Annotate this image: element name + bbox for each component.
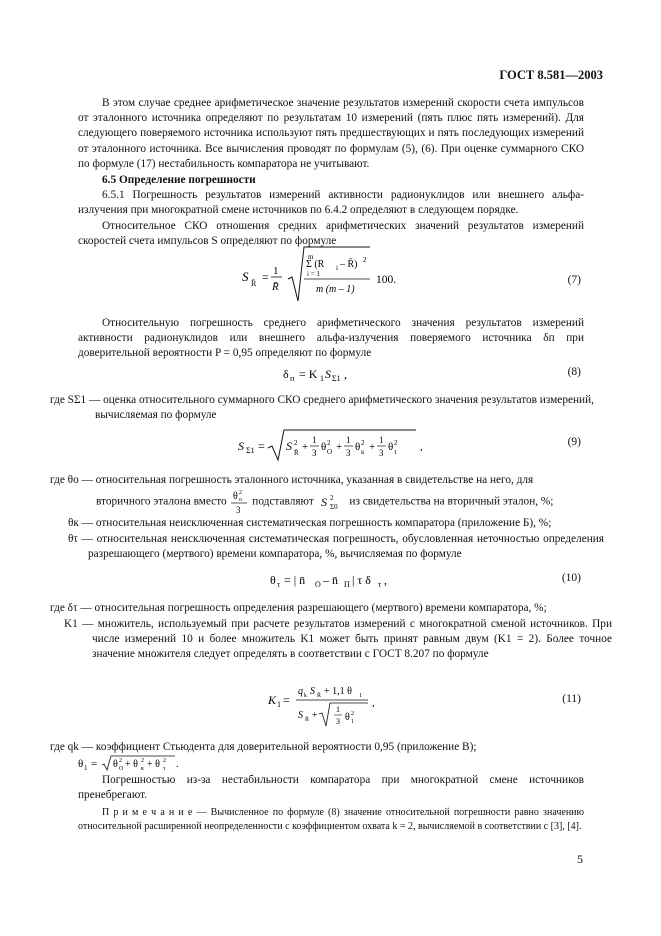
where-theta-o-text-b: вторичного эталона вместо	[96, 495, 227, 508]
where-theta-o-line2	[96, 488, 596, 516]
where-s-sigma-text: где SΣ1 — оценка относительного суммарного СКО среднего арифметического значения результатов измерений, вычисляемая по формуле	[50, 394, 594, 422]
page-number: 5	[577, 852, 583, 866]
svg-text:=: =	[258, 439, 265, 453]
svg-text:i = 1: i = 1	[307, 270, 320, 278]
svg-text:+ 1,1 θ: + 1,1 θ	[324, 686, 352, 697]
svg-text:m: m	[308, 253, 314, 261]
svg-text:θ: θ	[388, 441, 394, 453]
svg-text:2: 2	[361, 439, 365, 447]
svg-text:3: 3	[336, 717, 340, 726]
where-s-sigma	[50, 393, 594, 423]
where-theta-o-line1: где θо — относительная погрешность эталонного источника, указанная в свидетельстве на него, для	[50, 474, 534, 486]
svg-text:Σ1: Σ1	[246, 446, 255, 455]
svg-text:+: +	[312, 710, 318, 721]
svg-text:δ: δ	[283, 367, 289, 381]
s-sigma0-symbol	[317, 492, 347, 512]
formula-7-graphic	[240, 243, 440, 305]
svg-text:П: П	[344, 580, 350, 589]
svg-text:θ: θ	[78, 758, 84, 770]
svg-text:О: О	[119, 766, 124, 772]
svg-text:2: 2	[351, 711, 354, 717]
svg-text:1: 1	[359, 693, 362, 699]
svg-text:θ: θ	[113, 759, 118, 770]
svg-text:+: +	[369, 441, 376, 453]
document-header: ГОСТ 8.581—2003	[499, 68, 603, 82]
svg-text:S: S	[298, 710, 303, 721]
where-theta-o-text-c: подставляют	[252, 495, 314, 508]
formula-10	[270, 570, 400, 594]
where-theta-tau: θτ — относительная неисключенная систематическая погрешность, обусловленная неточностью определения разрешающего (мертвого) времени компаратора, %, вычисляемая по формуле	[68, 533, 604, 561]
svg-text:θ: θ	[233, 491, 239, 502]
svg-text:τ: τ	[394, 448, 397, 456]
svg-text:=: =	[283, 693, 290, 707]
svg-text:τ: τ	[277, 580, 281, 589]
svg-text:Σ (R: Σ (R	[306, 259, 325, 270]
formula-11-graphic	[268, 680, 388, 728]
svg-text:3: 3	[379, 448, 384, 458]
svg-text:1: 1	[336, 705, 340, 714]
svg-text:=: =	[91, 758, 98, 770]
svg-text:R̄: R̄	[294, 449, 299, 457]
where-qk: где qk — коэффициент Стьюдента для доверительной вероятности 0,95 (приложение В);	[50, 741, 477, 753]
svg-text:О: О	[315, 580, 321, 589]
note: П р и м е ч а н и е — Вычисленное по формуле (8) значение относительной погрешности равно значению относительной расширенной неопределенности с коэффициентом охвата k = 2, вычисляемой в соответствии с [3], [4].	[78, 807, 584, 832]
svg-text:2: 2	[141, 758, 144, 764]
svg-text:m (m – 1): m (m – 1)	[316, 284, 355, 295]
svg-text:q: q	[298, 686, 303, 697]
svg-text:1: 1	[320, 374, 324, 383]
formula-8	[283, 365, 373, 387]
svg-text:Σ1: Σ1	[332, 374, 341, 383]
svg-text:1: 1	[312, 435, 317, 445]
svg-text:О: О	[327, 448, 333, 456]
svg-text:3: 3	[346, 448, 351, 458]
svg-text:1: 1	[351, 719, 354, 725]
svg-text:= K: = K	[299, 367, 318, 381]
formula-7	[240, 243, 440, 309]
paragraph-2: 6.5.1 Погрешность результатов измерений активности радионуклидов или внешнего альфа-излучения при многократной смене источников по 6.4.2 определяют в следующем порядке.	[78, 189, 584, 217]
eq-number-10: (10)	[561, 572, 581, 584]
svg-text:θ: θ	[355, 441, 361, 453]
svg-text:θ: θ	[345, 712, 350, 723]
svg-text:+: +	[336, 441, 343, 453]
svg-text:S: S	[310, 686, 315, 697]
svg-text:2: 2	[119, 758, 122, 764]
formula-10-graphic	[270, 570, 400, 590]
svg-text:1: 1	[84, 764, 88, 772]
where-k1: K1 — множитель, используемый при расчете результатов измерений с многократной сменой источников. При числе измерений 10 и более множитель K1 может быть принят равным двум (K1 = 2). Более точное значение множителя следует определять в соответствии с ГОСТ 8.207 по формуле	[64, 618, 612, 661]
svg-text:к: к	[141, 766, 144, 772]
svg-text:2: 2	[327, 439, 331, 447]
eq-number-7: (7)	[567, 274, 581, 286]
svg-text:R̄: R̄	[305, 717, 310, 723]
svg-text:2: 2	[394, 439, 398, 447]
formula-8-graphic	[283, 365, 373, 383]
svg-text:S: S	[286, 439, 292, 453]
svg-text:S: S	[242, 269, 249, 284]
svg-text:| τ δ: | τ δ	[352, 573, 371, 587]
svg-text:2: 2	[294, 439, 298, 447]
svg-text:+ θ: + θ	[147, 759, 160, 770]
svg-text:2: 2	[329, 494, 334, 502]
paragraph-5: Погрешностью из-за нестабильности компаратора при многократной смене источников пренебрегают.	[78, 774, 584, 802]
svg-text:= | n̄: = | n̄	[284, 573, 306, 587]
eq-number-9: (9)	[567, 436, 581, 448]
svg-text:,: ,	[344, 367, 347, 381]
svg-text:– n̄: – n̄	[323, 573, 338, 587]
formula-9-graphic	[238, 428, 428, 462]
svg-text:– R̄): – R̄)	[340, 259, 358, 270]
svg-text:τ: τ	[163, 766, 166, 772]
svg-text:S: S	[325, 367, 331, 381]
svg-text:2: 2	[363, 256, 367, 264]
svg-text:1: 1	[277, 700, 281, 709]
svg-text:100.: 100.	[376, 274, 397, 286]
svg-text:=: =	[262, 270, 269, 284]
svg-text:3: 3	[236, 505, 241, 515]
svg-text:,: ,	[372, 697, 375, 709]
svg-text:,: ,	[384, 573, 387, 587]
where-theta-o-text-d: из свидетельства на вторичный эталон, %;	[349, 495, 554, 508]
svg-text:R̄: R̄	[317, 693, 322, 699]
svg-text:о: о	[239, 497, 243, 503]
where-theta-k: θк — относительная неисключенная систематическая погрешность компаратора (приложение Б), %;	[68, 517, 552, 529]
section-heading: 6.5 Определение погрешности	[102, 174, 256, 186]
svg-text:.: .	[176, 759, 179, 770]
svg-text:Σ0: Σ0	[329, 503, 338, 511]
svg-text:1: 1	[346, 435, 351, 445]
svg-text:θ: θ	[270, 573, 276, 587]
svg-text:τ: τ	[378, 580, 382, 589]
theta-o-fraction	[229, 488, 249, 516]
svg-text:k: k	[304, 693, 307, 699]
svg-text:1: 1	[273, 265, 279, 277]
svg-text:1: 1	[379, 435, 384, 445]
svg-text:R̄: R̄	[272, 281, 279, 293]
svg-text:+: +	[302, 441, 309, 453]
svg-text:к: к	[361, 448, 365, 456]
eq-number-8: (8)	[567, 366, 581, 378]
svg-text:S: S	[238, 439, 244, 453]
svg-text:K: K	[268, 693, 277, 707]
where-delta-tau: где δτ — относительная погрешность определения разрешающего (мертвого) времени компаратора, %;	[50, 602, 547, 614]
paragraph-3: Относительное СКО отношения средних арифметических значений результатов измерений скоростей счета импульсов S определяют по формуле	[78, 220, 584, 248]
svg-text:2: 2	[239, 490, 243, 496]
paragraph-1: В этом случае среднее арифметическое значение результатов измерений скорости счета импульсов от эталонного источника определяют по результатам 10 измерений (пять плюс пять измерений). Для следующего поверяемого источника используют пять предшествующих и пять последующих измерений от эталонного источника. Все вычисления проводят по формулам (5), (6). При оценке суммарного СКО по формуле (17) нестабильность компаратора не учитывают.	[78, 97, 584, 170]
formula-11	[268, 680, 388, 732]
svg-text:i: i	[336, 264, 338, 272]
svg-text:θ: θ	[321, 441, 327, 453]
svg-text:R̄: R̄	[251, 279, 257, 288]
svg-text:2: 2	[163, 758, 166, 764]
svg-text:п: п	[290, 374, 295, 383]
svg-text:,: ,	[420, 441, 423, 453]
formula-9	[238, 428, 428, 466]
paragraph-4: Относительную погрешность среднего арифметического значения результатов измерений активности радионуклидов или внешнего альфа-излучения поверяемого источника δп при доверительной вероятности P = 0,95 определяют по формуле	[78, 317, 584, 360]
svg-text:S: S	[320, 495, 327, 509]
svg-text:+ θ: + θ	[125, 759, 138, 770]
theta1-formula-graphic	[78, 753, 188, 773]
eq-number-11: (11)	[562, 693, 581, 705]
svg-text:3: 3	[312, 448, 317, 458]
